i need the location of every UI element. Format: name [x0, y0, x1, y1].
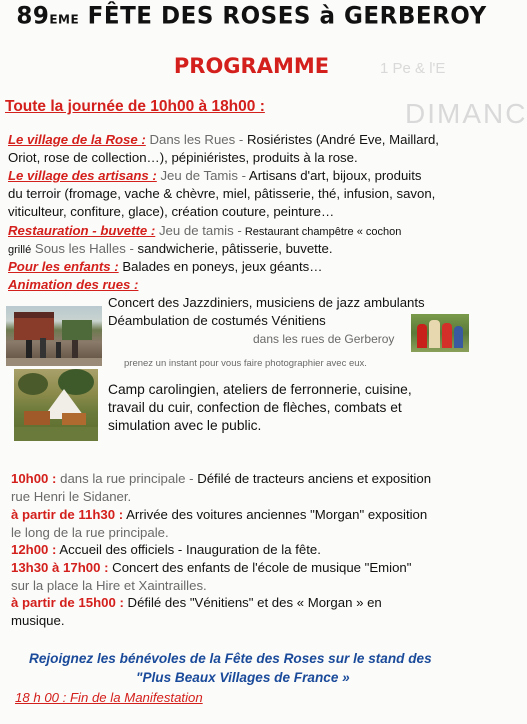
schedule-item-1000: 10h00 : dans la rue principale - Défilé de tracteurs anciens et exposition: [11, 471, 432, 486]
daytime-heading: Toute la journée de 10h00 à 18h00 :: [5, 98, 265, 115]
village-artisans-line3: viticulteur, confiture, glace), création couture, peinture…: [8, 204, 335, 219]
animation-heading: Animation des rues :: [8, 277, 139, 292]
enfants-line: Pour les enfants : Balades en poneys, jeux géants…: [8, 259, 323, 274]
page-subtitle: PROGRAMME: [173, 54, 330, 78]
village-artisans-line1: Le village des artisans : Jeu de Tamis - Artisans d'art, bijoux, produits: [8, 168, 422, 183]
schedule-item-1130: à partir de 11h30 : Arrivée des voitures anciennes "Morgan" exposition: [11, 507, 428, 522]
schedule-item-1200: 12h00 : Accueil des officiels - Inauguration de la fête.: [11, 542, 321, 557]
schedule-item-1000-line2: rue Henri le Sidaner.: [11, 489, 132, 504]
street-scene-photo: [6, 306, 102, 366]
village-rose-line1: Le village de la Rose : Dans les Rues - Rosiéristes (André Eve, Maillard,: [8, 132, 439, 147]
location-text: dans les rues de Gerberoy: [253, 332, 395, 346]
camp-line1: Camp carolingien, ateliers de ferronnerie, cuisine,: [108, 382, 412, 397]
schedule-item-1330-line2: sur la place la Hire et Xaintrailles.: [11, 578, 207, 593]
venetian-costumes-photo: [411, 314, 469, 352]
bleed-through-text: DIMANC: [405, 98, 527, 129]
footer-end-time: 18 h 00 : Fin de la Manifestation: [15, 690, 203, 705]
carolingian-camp-photo: [14, 369, 98, 441]
page-title: 89EME FÊTE DES ROSES à GERBEROY: [16, 2, 487, 30]
bleed-through-text: 1 Pe & l'E: [380, 60, 446, 77]
schedule-item-1130-line2: le long de la rue principale.: [11, 525, 169, 540]
camp-line2: travail du cuir, confection de flèches, combats et: [108, 400, 402, 415]
concert-text: Concert des Jazzdiniers, musiciens de jazz ambulants: [108, 295, 425, 310]
restauration-line1: Restauration - buvette : Jeu de tamis - Restaurant champêtre « cochon: [8, 223, 402, 238]
footer-volunteers-line2: "Plus Beaux Villages de France »: [136, 670, 350, 685]
schedule-item-1330: 13h30 à 17h00 : Concert des enfants de l'école de musique "Emion": [11, 560, 412, 575]
village-artisans-line2: du terroir (fromage, vache & chèvre, miel, pâtisserie, thé, infusion, savon,: [8, 186, 436, 201]
village-rose-line2: Oriot, rose de collection…), pépiniéristes, produits à la rose.: [8, 150, 358, 165]
deambulation-text: Déambulation de costumés Vénitiens: [108, 313, 326, 328]
schedule-item-1500-line2: musique.: [11, 613, 65, 628]
camp-line3: simulation avec le public.: [108, 418, 262, 433]
schedule-item-1500: à partir de 15h00 : Défilé des "Vénitiens" et des « Morgan » en: [11, 595, 382, 610]
footer-volunteers-line1: Rejoignez les bénévoles de la Fête des Roses sur le stand des: [29, 651, 432, 666]
restauration-line2: grillé Sous les Halles - sandwicherie, pâtisserie, buvette.: [8, 241, 333, 256]
photo-note: prenez un instant pour vous faire photographier avec eux.: [124, 358, 367, 369]
